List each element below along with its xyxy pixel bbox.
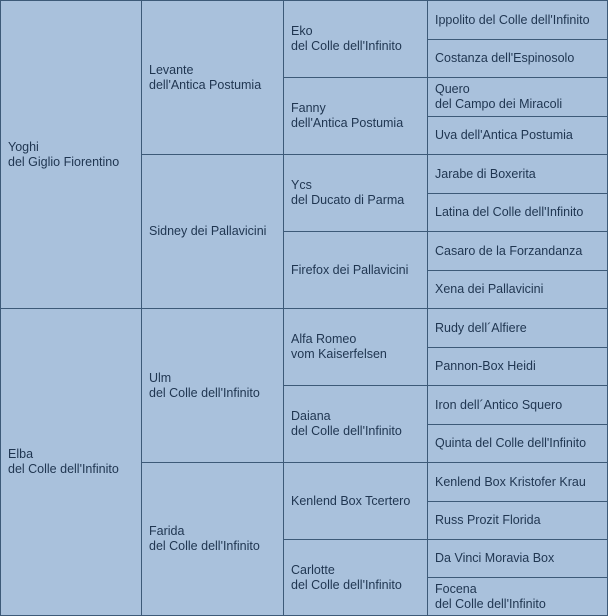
pedigree-cell-gen2: Farida del Colle dell'Infinito xyxy=(141,462,284,616)
pedigree-cell-gen4: Costanza dell'Espinosolo xyxy=(427,39,608,78)
pedigree-cell-gen4: Jarabe di Boxerita xyxy=(427,154,608,194)
pedigree-cell-gen4: Focena del Colle dell'Infinito xyxy=(427,577,608,616)
pedigree-cell-gen4: Kenlend Box Kristofer Krau xyxy=(427,462,608,502)
pedigree-cell-gen4: Da Vinci Moravia Box xyxy=(427,539,608,578)
pedigree-cell-gen4: Xena dei Pallavicini xyxy=(427,270,608,309)
pedigree-cell-dam: Elba del Colle dell'Infinito xyxy=(0,308,142,616)
pedigree-cell-gen4: Iron dell´Antico Squero xyxy=(427,385,608,425)
pedigree-cell-gen4: Quero del Campo dei Miracoli xyxy=(427,77,608,117)
pedigree-cell-gen4: Russ Prozit Florida xyxy=(427,501,608,540)
pedigree-cell-gen4: Pannon-Box Heidi xyxy=(427,347,608,386)
pedigree-cell-gen4: Casaro de la Forzandanza xyxy=(427,231,608,271)
pedigree-cell-gen2: Levante dell'Antica Postumia xyxy=(141,0,284,155)
pedigree-cell-gen3: Alfa Romeo vom Kaiserfelsen xyxy=(283,308,428,386)
pedigree-cell-gen4: Latina del Colle dell'Infinito xyxy=(427,193,608,232)
pedigree-cell-gen3: Kenlend Box Tcertero xyxy=(283,462,428,540)
pedigree-cell-gen3: Firefox dei Pallavicini xyxy=(283,231,428,309)
pedigree-cell-gen3: Ycs del Ducato di Parma xyxy=(283,154,428,232)
pedigree-cell-gen4: Ippolito del Colle dell'Infinito xyxy=(427,0,608,40)
pedigree-cell-sire: Yoghi del Giglio Fiorentino xyxy=(0,0,142,309)
pedigree-cell-gen4: Uva dell'Antica Postumia xyxy=(427,116,608,155)
pedigree-cell-gen2: Ulm del Colle dell'Infinito xyxy=(141,308,284,463)
pedigree-cell-gen3: Carlotte del Colle dell'Infinito xyxy=(283,539,428,616)
pedigree-cell-gen4: Quinta del Colle dell'Infinito xyxy=(427,424,608,463)
pedigree-cell-gen4: Rudy dell´Alfiere xyxy=(427,308,608,348)
pedigree-cell-gen3: Fanny dell'Antica Postumia xyxy=(283,77,428,155)
pedigree-cell-gen2: Sidney dei Pallavicini xyxy=(141,154,284,309)
pedigree-cell-gen3: Daiana del Colle dell'Infinito xyxy=(283,385,428,463)
pedigree-cell-gen3: Eko del Colle dell'Infinito xyxy=(283,0,428,78)
